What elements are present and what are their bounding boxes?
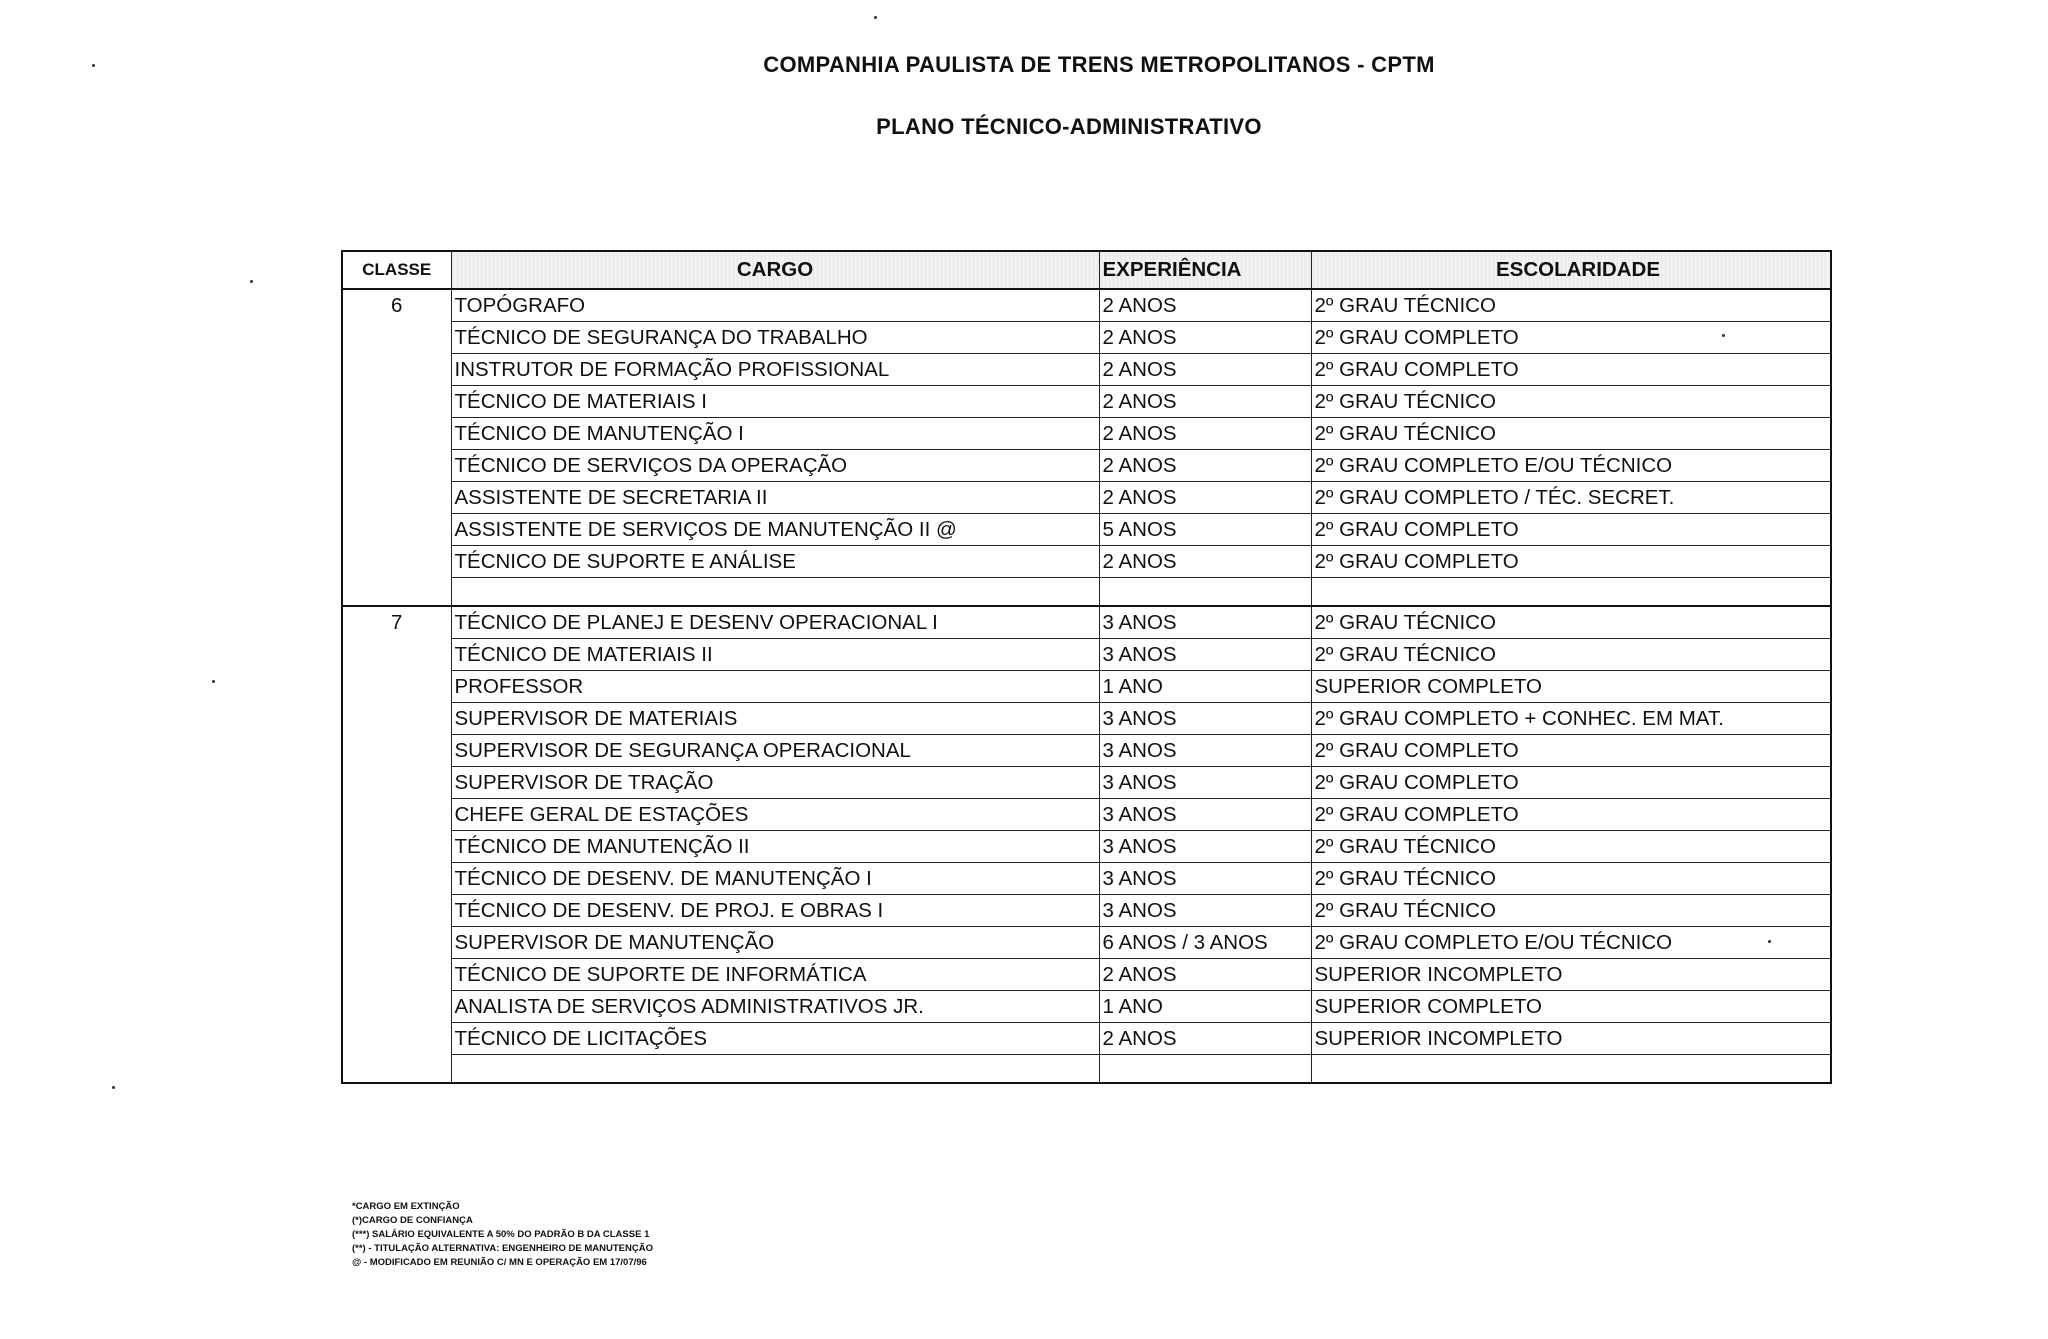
document-title: COMPANHIA PAULISTA DE TRENS METROPOLITANOS - CPTM [763,52,1435,77]
cargo-cell: SUPERVISOR DE SEGURANÇA OPERACIONAL [451,735,1099,767]
experiencia-cell: 1 ANO [1099,991,1311,1023]
cargo-cell: ASSISTENTE DE SERVIÇOS DE MANUTENÇÃO II @ [451,514,1099,546]
header-experiencia: EXPERIÊNCIA [1099,251,1311,289]
table-row [342,639,1831,671]
escolaridade-cell: 2º GRAU TÉCNICO [1311,289,1831,322]
cargo-cell: SUPERVISOR DE TRAÇÃO [451,767,1099,799]
escolaridade-cell: 2º GRAU COMPLETO [1311,735,1831,767]
experiencia-cell: 6 ANOS / 3 ANOS [1099,927,1311,959]
cargo-cell: SUPERVISOR DE MATERIAIS [451,703,1099,735]
escolaridade-cell: 2º GRAU COMPLETO [1311,514,1831,546]
footnote-line: (*)CARGO DE CONFIANÇA [352,1215,473,1226]
cargo-cell: CHEFE GERAL DE ESTAÇÕES [451,799,1099,831]
experiencia-cell: 2 ANOS [1099,418,1311,450]
escolaridade-cell: 2º GRAU TÉCNICO [1311,831,1831,863]
cargo-cell: TÉCNICO DE PLANEJ E DESENV OPERACIONAL I [451,606,1099,639]
table-body [342,289,1831,1083]
escolaridade-cell: SUPERIOR COMPLETO [1311,671,1831,703]
table-row [342,671,1831,703]
experiencia-cell: 2 ANOS [1099,482,1311,514]
escolaridade-cell: 2º GRAU COMPLETO + CONHEC. EM MAT. [1311,703,1831,735]
footnote-line: (**) - TITULAÇÃO ALTERNATIVA: ENGENHEIRO DE MANUTENÇÃO [352,1243,653,1254]
cargo-cell: TÉCNICO DE DESENV. DE PROJ. E OBRAS I [451,895,1099,927]
document-subtitle: PLANO TÉCNICO-ADMINISTRATIVO [876,114,1262,139]
table-row [342,606,1831,639]
table-row [342,735,1831,767]
table-row [342,546,1831,578]
escolaridade-cell: 2º GRAU COMPLETO E/OU TÉCNICO [1311,927,1831,959]
escolaridade-cell: 2º GRAU TÉCNICO [1311,863,1831,895]
table-row [342,895,1831,927]
escolaridade-cell: 2º GRAU TÉCNICO [1311,639,1831,671]
classe-cell: 7 [342,606,451,1083]
escolaridade-cell [1311,1055,1831,1084]
cargo-cell: ASSISTENTE DE SECRETARIA II [451,482,1099,514]
experiencia-cell: 2 ANOS [1099,386,1311,418]
table-row [342,289,1831,322]
experiencia-cell: 2 ANOS [1099,354,1311,386]
table-row [342,1023,1831,1055]
cargo-cell: TÉCNICO DE SERVIÇOS DA OPERAÇÃO [451,450,1099,482]
scan-speck [112,1086,115,1089]
table-row [342,991,1831,1023]
header-cargo: CARGO [451,251,1099,289]
escolaridade-cell: 2º GRAU COMPLETO [1311,354,1831,386]
footnotes [352,1200,653,1270]
table-row [342,514,1831,546]
footnote-line: @ - MODIFICADO EM REUNIÃO C/ MN E OPERAÇÃO EM 17/07/96 [352,1257,647,1268]
experiencia-cell: 3 ANOS [1099,863,1311,895]
scan-speck [212,680,215,683]
experiencia-cell [1099,1055,1311,1084]
cargo-cell: TÉCNICO DE SUPORTE E ANÁLISE [451,546,1099,578]
experiencia-cell: 5 ANOS [1099,514,1311,546]
cargo-cell: SUPERVISOR DE MANUTENÇÃO [451,927,1099,959]
cargo-cell: TÉCNICO DE DESENV. DE MANUTENÇÃO I [451,863,1099,895]
footnote-line: *CARGO EM EXTINÇÃO [352,1201,460,1212]
experiencia-cell: 3 ANOS [1099,831,1311,863]
cargo-cell: PROFESSOR [451,671,1099,703]
cargo-cell: TÉCNICO DE MATERIAIS I [451,386,1099,418]
table-row [342,450,1831,482]
experiencia-cell: 3 ANOS [1099,735,1311,767]
experiencia-cell: 2 ANOS [1099,322,1311,354]
cargo-cell: TÉCNICO DE MATERIAIS II [451,639,1099,671]
experiencia-cell: 1 ANO [1099,671,1311,703]
cargo-cell [451,578,1099,607]
table-row [342,767,1831,799]
escolaridade-cell: 2º GRAU TÉCNICO [1311,418,1831,450]
plano-table [341,250,1832,1084]
table-row [342,959,1831,991]
cargo-cell: TÉCNICO DE MANUTENÇÃO II [451,831,1099,863]
table-row [342,322,1831,354]
experiencia-cell: 3 ANOS [1099,639,1311,671]
table-row [342,386,1831,418]
table-row [342,482,1831,514]
escolaridade-cell: 2º GRAU TÉCNICO [1311,606,1831,639]
escolaridade-cell: SUPERIOR INCOMPLETO [1311,1023,1831,1055]
table-row [342,1055,1831,1084]
scan-speck [92,64,95,67]
header-escolaridade: ESCOLARIDADE [1311,251,1831,289]
experiencia-cell: 2 ANOS [1099,959,1311,991]
cargo-cell: ANALISTA DE SERVIÇOS ADMINISTRATIVOS JR. [451,991,1099,1023]
table-row [342,418,1831,450]
cargo-cell: INSTRUTOR DE FORMAÇÃO PROFISSIONAL [451,354,1099,386]
experiencia-cell: 3 ANOS [1099,703,1311,735]
escolaridade-cell: 2º GRAU COMPLETO [1311,546,1831,578]
experiencia-cell: 2 ANOS [1099,289,1311,322]
cargo-cell [451,1055,1099,1084]
experiencia-cell: 3 ANOS [1099,767,1311,799]
cargo-cell: TÉCNICO DE LICITAÇÕES [451,1023,1099,1055]
experiencia-cell: 3 ANOS [1099,799,1311,831]
escolaridade-cell: 2º GRAU COMPLETO E/OU TÉCNICO [1311,450,1831,482]
experiencia-cell: 2 ANOS [1099,1023,1311,1055]
cargo-cell: TOPÓGRAFO [451,289,1099,322]
escolaridade-cell: 2º GRAU COMPLETO / TÉC. SECRET. [1311,482,1831,514]
table-row [342,831,1831,863]
cargo-cell: TÉCNICO DE SEGURANÇA DO TRABALHO [451,322,1099,354]
table-row [342,927,1831,959]
table-header-row [342,251,1831,289]
scan-speck [250,280,253,283]
escolaridade-cell [1311,578,1831,607]
table-row [342,354,1831,386]
experiencia-cell: 2 ANOS [1099,450,1311,482]
table-row [342,703,1831,735]
escolaridade-cell: 2º GRAU COMPLETO [1311,799,1831,831]
cargo-cell: TÉCNICO DE SUPORTE DE INFORMÁTICA [451,959,1099,991]
escolaridade-cell: 2º GRAU COMPLETO [1311,767,1831,799]
experiencia-cell [1099,578,1311,607]
experiencia-cell: 3 ANOS [1099,606,1311,639]
escolaridade-cell: SUPERIOR INCOMPLETO [1311,959,1831,991]
experiencia-cell: 3 ANOS [1099,895,1311,927]
header-classe: CLASSE [342,251,451,289]
scan-speck [1768,940,1771,943]
scan-speck [1722,334,1725,337]
table-row [342,578,1831,607]
escolaridade-cell: 2º GRAU TÉCNICO [1311,895,1831,927]
scan-speck [874,16,877,19]
table-row [342,799,1831,831]
table-row [342,863,1831,895]
escolaridade-cell: 2º GRAU TÉCNICO [1311,386,1831,418]
escolaridade-cell: SUPERIOR COMPLETO [1311,991,1831,1023]
footnote-line: (***) SALÁRIO EQUIVALENTE A 50% DO PADRÃO B DA CLASSE 1 [352,1229,650,1240]
escolaridade-cell: 2º GRAU COMPLETO [1311,322,1831,354]
cargo-cell: TÉCNICO DE MANUTENÇÃO I [451,418,1099,450]
experiencia-cell: 2 ANOS [1099,546,1311,578]
classe-cell: 6 [342,289,451,606]
